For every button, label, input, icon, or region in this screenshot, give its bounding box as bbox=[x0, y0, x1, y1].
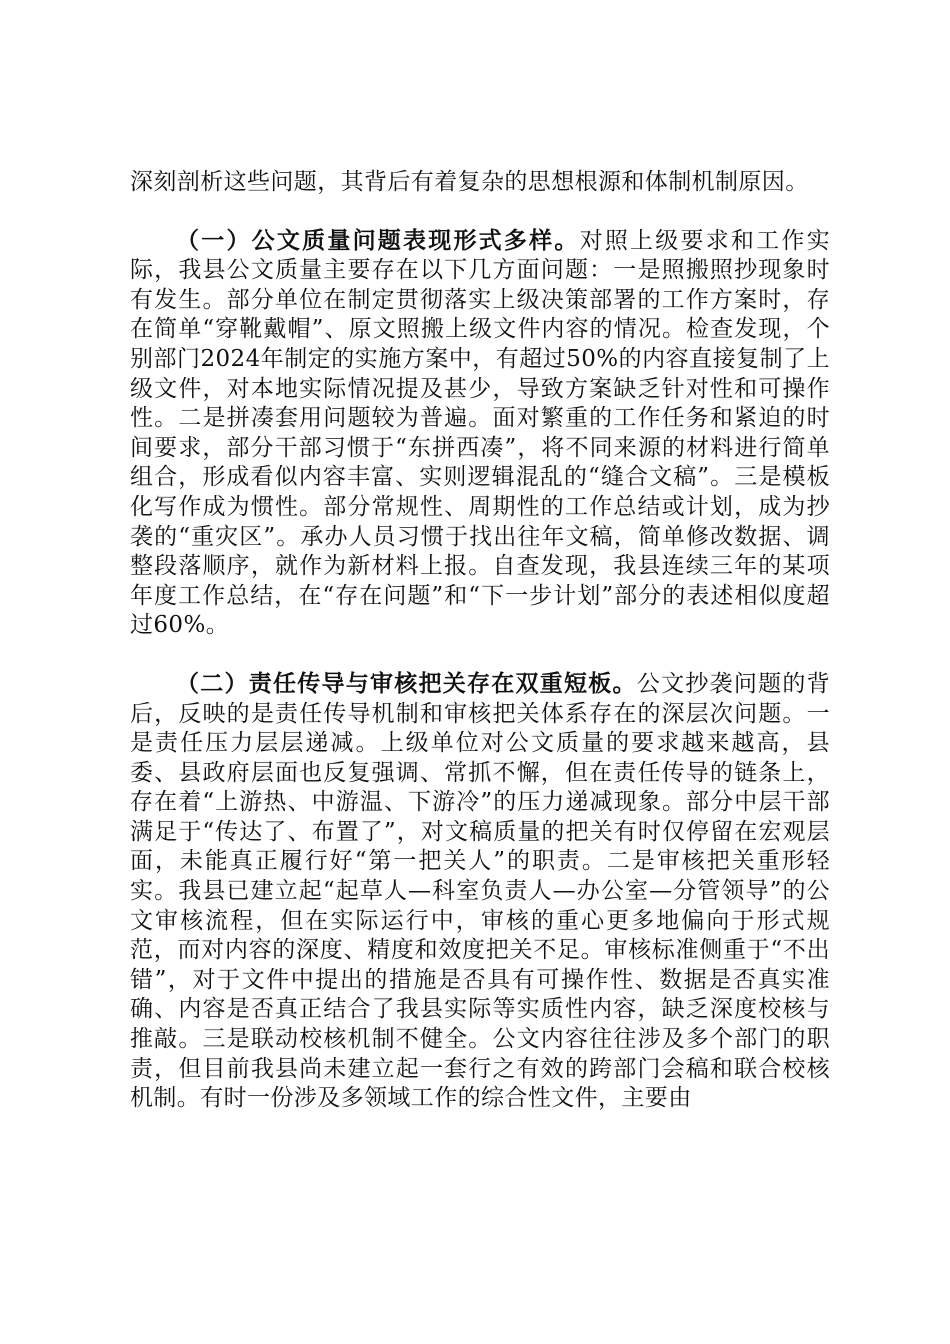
section-heading: （二）责任传导与审核把关存在双重短板。 bbox=[176, 670, 637, 697]
paragraph-section-2 bbox=[130, 670, 830, 1114]
paragraph-text: 公文抄袭问题的背后，反映的是责任传导机制和审核把关体系存在的深层次问题。一是责任压力层层递减。上级单位对公文质量的要求越来越高，县委、县政府层面也反复强调、常抓不懈，但在责任传导的链条上，存在着“上游热、中游温、下游冷”的压力递减现象。部分中层干部满足于“传达了、布置了”，对文稿质量的把关有时仅停留在宏观层面，未能真正履行好“第一把关人”的职责。二是审核把关重形轻实。我县已建立起“起草人—科室负责人—办公室—分管领导”的公文审核流程，但在实际运行中，审核的重心更多地偏向于形式规范，而对内容的深度、精度和效度把关不足。审核标准侧重于“不出错”，对于文件中提出的措施是否具有可操作性、数据是否真实准确、内容是否真正结合了我县实际等实质性内容，缺乏深度校核与推敲。三是联动校核机制不健全。公文内容往往涉及多个部门的职责，但目前我县尚未建立起一套行之有效的跨部门会稿和联合校核机制。有时一份涉及多领域工作的综合性文件，主要由 bbox=[130, 670, 831, 1112]
paragraph-text: 对照上级要求和工作实际，我县公文质量主要存在以下几方面问题：一是照搬照抄现象时有发生。部分单位在制定贯彻落实上级决策部署的工作方案时，存在简单“穿靴戴帽”、原文照搬上级文件内容的情况。检查发现，个别部门2024年制定的实施方案中，有超过50%的内容直接复制了上级文件，对本地实际情况提及甚少，导致方案缺乏针对性和可操作性。二是拼凑套用问题较为普遍。面对繁重的工作任务和紧迫的时间要求，部分干部习惯于“东拼西凑”，将不同来源的材料进行简单组合，形成看似内容丰富、实则逻辑混乱的“缝合文稿”。三是模板化写作成为惯性。部分常规性、周期性的工作总结或计划，成为抄袭的“重灾区”。承办人员习惯于找出往年文稿，简单修改数据、调整段落顺序，就作为新材料上报。自查发现，我县连续三年的某项年度工作总结，在“存在问题”和“下一步计划”部分的表述相似度超过60%。 bbox=[130, 227, 831, 639]
paragraph-text: 深刻剖析这些问题，其背后有着复杂的思想根源和体制机制原因。 bbox=[130, 169, 809, 195]
paragraph-section-1 bbox=[130, 227, 830, 641]
section-heading: （一）公文质量问题表现形式多样。 bbox=[176, 227, 580, 254]
document-page bbox=[130, 168, 830, 1114]
paragraph-intro bbox=[130, 168, 830, 198]
